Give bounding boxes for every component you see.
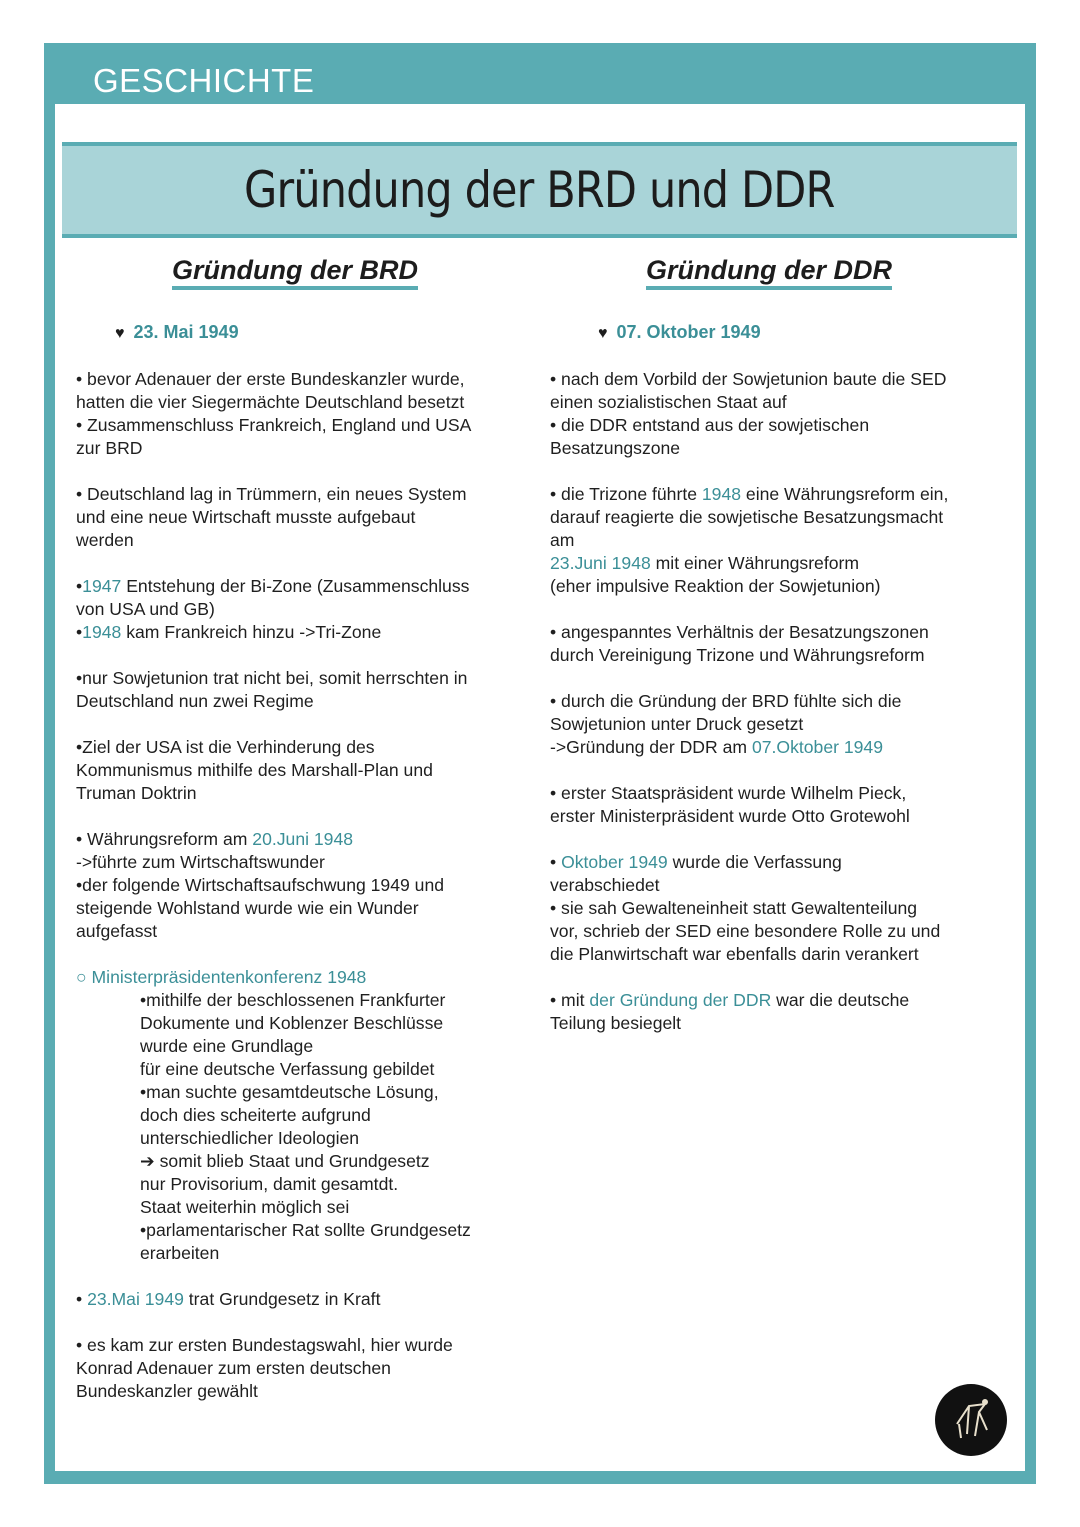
ddr-p2: • die Trizone führte 1948 eine Währungsreform ein, darauf reagierte die sowjetische Besatzungsmacht am 23.Juni 1948 mit einer Währungsreform (eher impulsive Reaktion der Sowjetunion)	[550, 484, 949, 596]
ddr-heading: Gründung der DDR	[646, 254, 892, 290]
brd-column	[76, 368, 536, 1426]
heart-icon: ♥	[598, 325, 608, 342]
ddr-p6: • Oktober 1949 wurde die Verfassung verabschiedet • sie sah Gewalteneinheit statt Gewaltenteilung vor, schrieb der SED eine besondere Rolle zu und die Planwirtschaft war ebenfalls darin verankert	[550, 852, 941, 964]
heart-icon: ♥	[115, 325, 125, 342]
brd-p5: •Ziel der USA ist die Verhinderung des Kommunismus mithilfe des Marshall-Plan und Truman Doktrin	[76, 737, 433, 803]
ddr-p3: • angespanntes Verhältnis der Besatzungszonen durch Vereinigung Trizone und Währungsreform	[550, 622, 929, 665]
brd-p6: • Währungsreform am 20.Juni 1948 ->führte zum Wirtschaftswunder •der folgende Wirtschaftsaufschwung 1949 und steigende Wohlstand wurde wie ein Wunder aufgefasst	[76, 829, 445, 941]
title-banner	[62, 142, 1017, 238]
ddr-p1: • nach dem Vorbild der Sowjetunion baute die SED einen sozialistischen Staat auf • die DDR entstand aus der sowjetischen Besatzungszone	[550, 369, 947, 458]
brd-heading: Gründung der BRD	[172, 254, 418, 290]
ddr-p7: • mit der Gründung der DDR war die deutsche Teilung besiegelt	[550, 990, 910, 1033]
page-title: Gründung der BRD und DDR	[244, 161, 835, 219]
conference-heading: ○ Ministerpräsidentenkonferenz 1948	[76, 967, 367, 987]
brd-p2: • Deutschland lag in Trümmern, ein neues System und eine neue Wirtschaft musste aufgebaut werden	[76, 484, 467, 550]
brd-p7: ○ Ministerpräsidentenkonferenz 1948 •mithilfe der beschlossenen Frankfurter Dokumente und Koblenzer Beschlüsse wurde eine Grundlage für eine deutsche Verfassung gebildet •man suchte gesamtdeutsche Lösung, doch dies scheiterte aufgrund unterschiedlicher Ideologien ➔ somit blieb Staat und Grundgesetz nur Provisorium, damit gesamtdt. Staat weiterhin möglich sei •parlamentarischer Rat sollte Grundgesetz erarbeiten	[76, 967, 471, 1263]
ddr-p4: • durch die Gründung der BRD fühlte sich die Sowjetunion unter Druck gesetzt ->Gründung der DDR am 07.Oktober 1949	[550, 691, 902, 757]
brd-p3: •1947 Entstehung der Bi-Zone (Zusammenschluss von USA und GB) •1948 kam Frankreich hinzu ->Tri-Zone	[76, 576, 470, 642]
brd-p9: • es kam zur ersten Bundestagswahl, hier wurde Konrad Adenauer zum ersten deutschen Bundeskanzler gewählt	[76, 1335, 453, 1401]
brd-date: ♥ 23. Mai 1949	[115, 322, 239, 342]
figure-icon	[935, 1384, 1007, 1456]
ddr-column	[550, 368, 1020, 1058]
ddr-p5: • erster Staatspräsident wurde Wilhelm Pieck, erster Ministerpräsident wurde Otto Grotewohl	[550, 783, 910, 826]
subject-header: GESCHICHTE	[93, 62, 315, 99]
brd-p1: • bevor Adenauer der erste Bundeskanzler wurde, hatten die vier Siegermächte Deutschland besetzt • Zusammenschluss Frankreich, England und USA zur BRD	[76, 369, 472, 458]
ddr-date: ♥ 07. Oktober 1949	[598, 322, 761, 342]
brd-p4: •nur Sowjetunion trat nicht bei, somit herrschten in Deutschland nun zwei Regime	[76, 668, 468, 711]
author-logo	[935, 1384, 1007, 1456]
brd-p8: • 23.Mai 1949 trat Grundgesetz in Kraft	[76, 1289, 381, 1309]
